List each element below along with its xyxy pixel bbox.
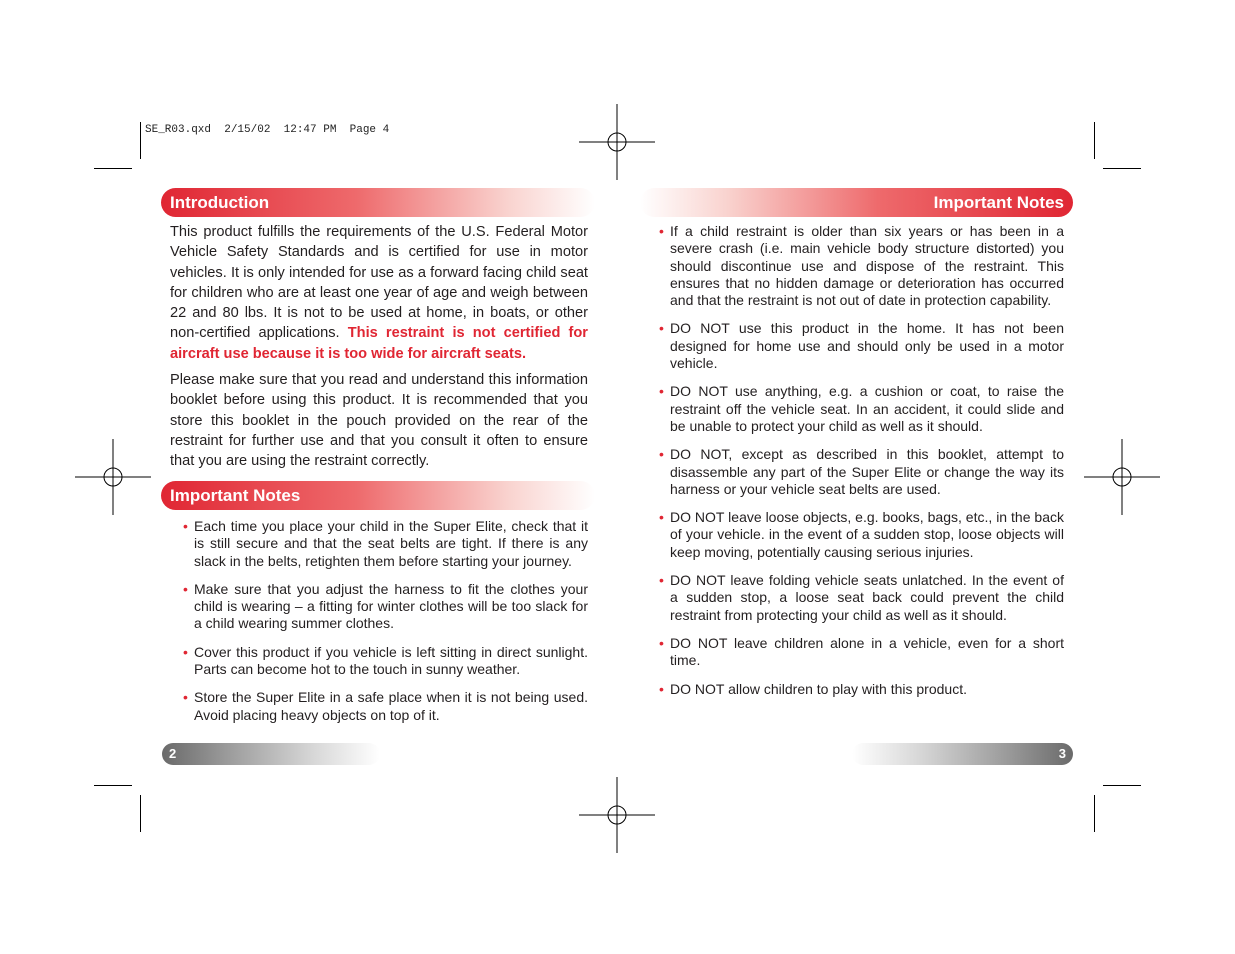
introduction-paragraph-1 xyxy=(170,222,588,364)
crop-mark xyxy=(1103,785,1141,786)
list-item: • Cover this product if you vehicle is left sitting in direct sunlight. Parts can become hot to the touch in sunny weather. xyxy=(183,643,588,678)
list-item: • DO NOT leave children alone in a vehicle, even for a short time. xyxy=(659,634,1064,669)
list-item: • Store the Super Elite in a safe place when it is not being used. Avoid placing heavy objects on top of it. xyxy=(183,689,588,723)
bullet-icon: • xyxy=(659,320,664,337)
introduction-heading: Introduction xyxy=(161,188,595,217)
list-item: • DO NOT leave folding vehicle seats unlatched. In the event of a sudden stop, a loose seat back could prevent the child restraint from protecting your child as well as it should. xyxy=(659,572,1064,623)
bullet-icon: • xyxy=(183,643,188,660)
bullet-icon: • xyxy=(183,518,188,534)
important-notes-list-left xyxy=(183,518,588,724)
bullet-icon: • xyxy=(659,383,664,400)
bullet-icon: • xyxy=(659,634,664,651)
aircraft-warning: This restraint is not certified for aircraft use because it is too wide for aircraft seats. xyxy=(170,325,588,362)
registration-mark-left xyxy=(75,439,151,515)
introduction-paragraph-2: Please make sure that you read and understand this information booklet before using this product. It is recommended that you store this booklet in the pouch provided on the rear of the restraint for further use and that you consult it often to ensure that you are using the restraint correctly. xyxy=(170,372,588,470)
page-number-right: 3 xyxy=(852,743,1073,765)
list-item: • Make sure that you adjust the harness to fit the clothes your child is wearing – a fitting for winter clothes will be too slack for a child wearing summer clothes. xyxy=(183,580,588,632)
registration-mark-top xyxy=(579,104,655,180)
bullet-icon: • xyxy=(659,223,664,239)
list-item: • DO NOT use anything, e.g. a cushion or coat, to raise the restraint off the vehicle seat. In an accident, it could slide and be unable to protect your child as well as it should. xyxy=(659,383,1064,434)
registration-mark-right xyxy=(1084,439,1160,515)
page-number-left: 2 xyxy=(162,743,380,765)
bullet-icon: • xyxy=(659,446,664,463)
list-item: • DO NOT allow children to play with this product. xyxy=(659,680,967,697)
list-item: • Each time you place your child in the Super Elite, check that it is still secure and that the seat belts are tight. If there is any slack in the belts, retighten them before starting your journey. xyxy=(183,518,588,569)
crop-mark xyxy=(1094,795,1095,832)
bullet-icon: • xyxy=(183,689,188,706)
crop-mark xyxy=(140,795,141,832)
bullet-icon: • xyxy=(659,509,664,526)
bullet-icon: • xyxy=(659,680,664,697)
crop-mark xyxy=(94,785,132,786)
list-item: • DO NOT use this product in the home. It has not been designed for home use and should only be used in a motor vehicle. xyxy=(659,320,1064,372)
crop-mark xyxy=(1094,122,1095,159)
important-notes-list-right xyxy=(659,223,1064,698)
important-notes-heading-right: Important Notes xyxy=(640,188,1073,217)
introduction-text: This product fulfills the requirements of the U.S. Federal Motor Vehicle Safety Standards and is certified for use in motor vehicles. It is only intended for use as a forward facing child seat for children who are at least one year of age and weigh between 22 and 80 lbs. It is not to be used at home, in boats, or other non-certified applications. xyxy=(170,224,588,342)
list-item: • DO NOT, except as described in this booklet, attempt to disassemble any part of the Super Elite or change the way its harness or your vehicle seat belts are used. xyxy=(659,446,1064,497)
crop-mark xyxy=(140,122,141,159)
bullet-icon: • xyxy=(183,580,188,597)
list-item: • If a child restraint is older than six years or has been in a severe crash (i.e. main vehicle body structure distorted) you should discontinue use and dispose of the restraint. This ensures that no hidden damage or deterioration has occurred and that the restraint is not out of date in protection capability. xyxy=(659,223,1064,309)
printer-slug: SE_R03.qxd 2/15/02 12:47 PM Page 4 xyxy=(145,124,390,136)
crop-mark xyxy=(94,168,132,169)
bullet-icon: • xyxy=(659,572,664,589)
list-item: • DO NOT leave loose objects, e.g. books, bags, etc., in the back of your vehicle. in the event of a sudden stop, loose objects will keep moving, potentially causing serious injuries. xyxy=(659,509,1064,560)
crop-mark xyxy=(1103,168,1141,169)
important-notes-heading-left: Important Notes xyxy=(161,481,595,510)
registration-mark-bottom xyxy=(579,777,655,853)
